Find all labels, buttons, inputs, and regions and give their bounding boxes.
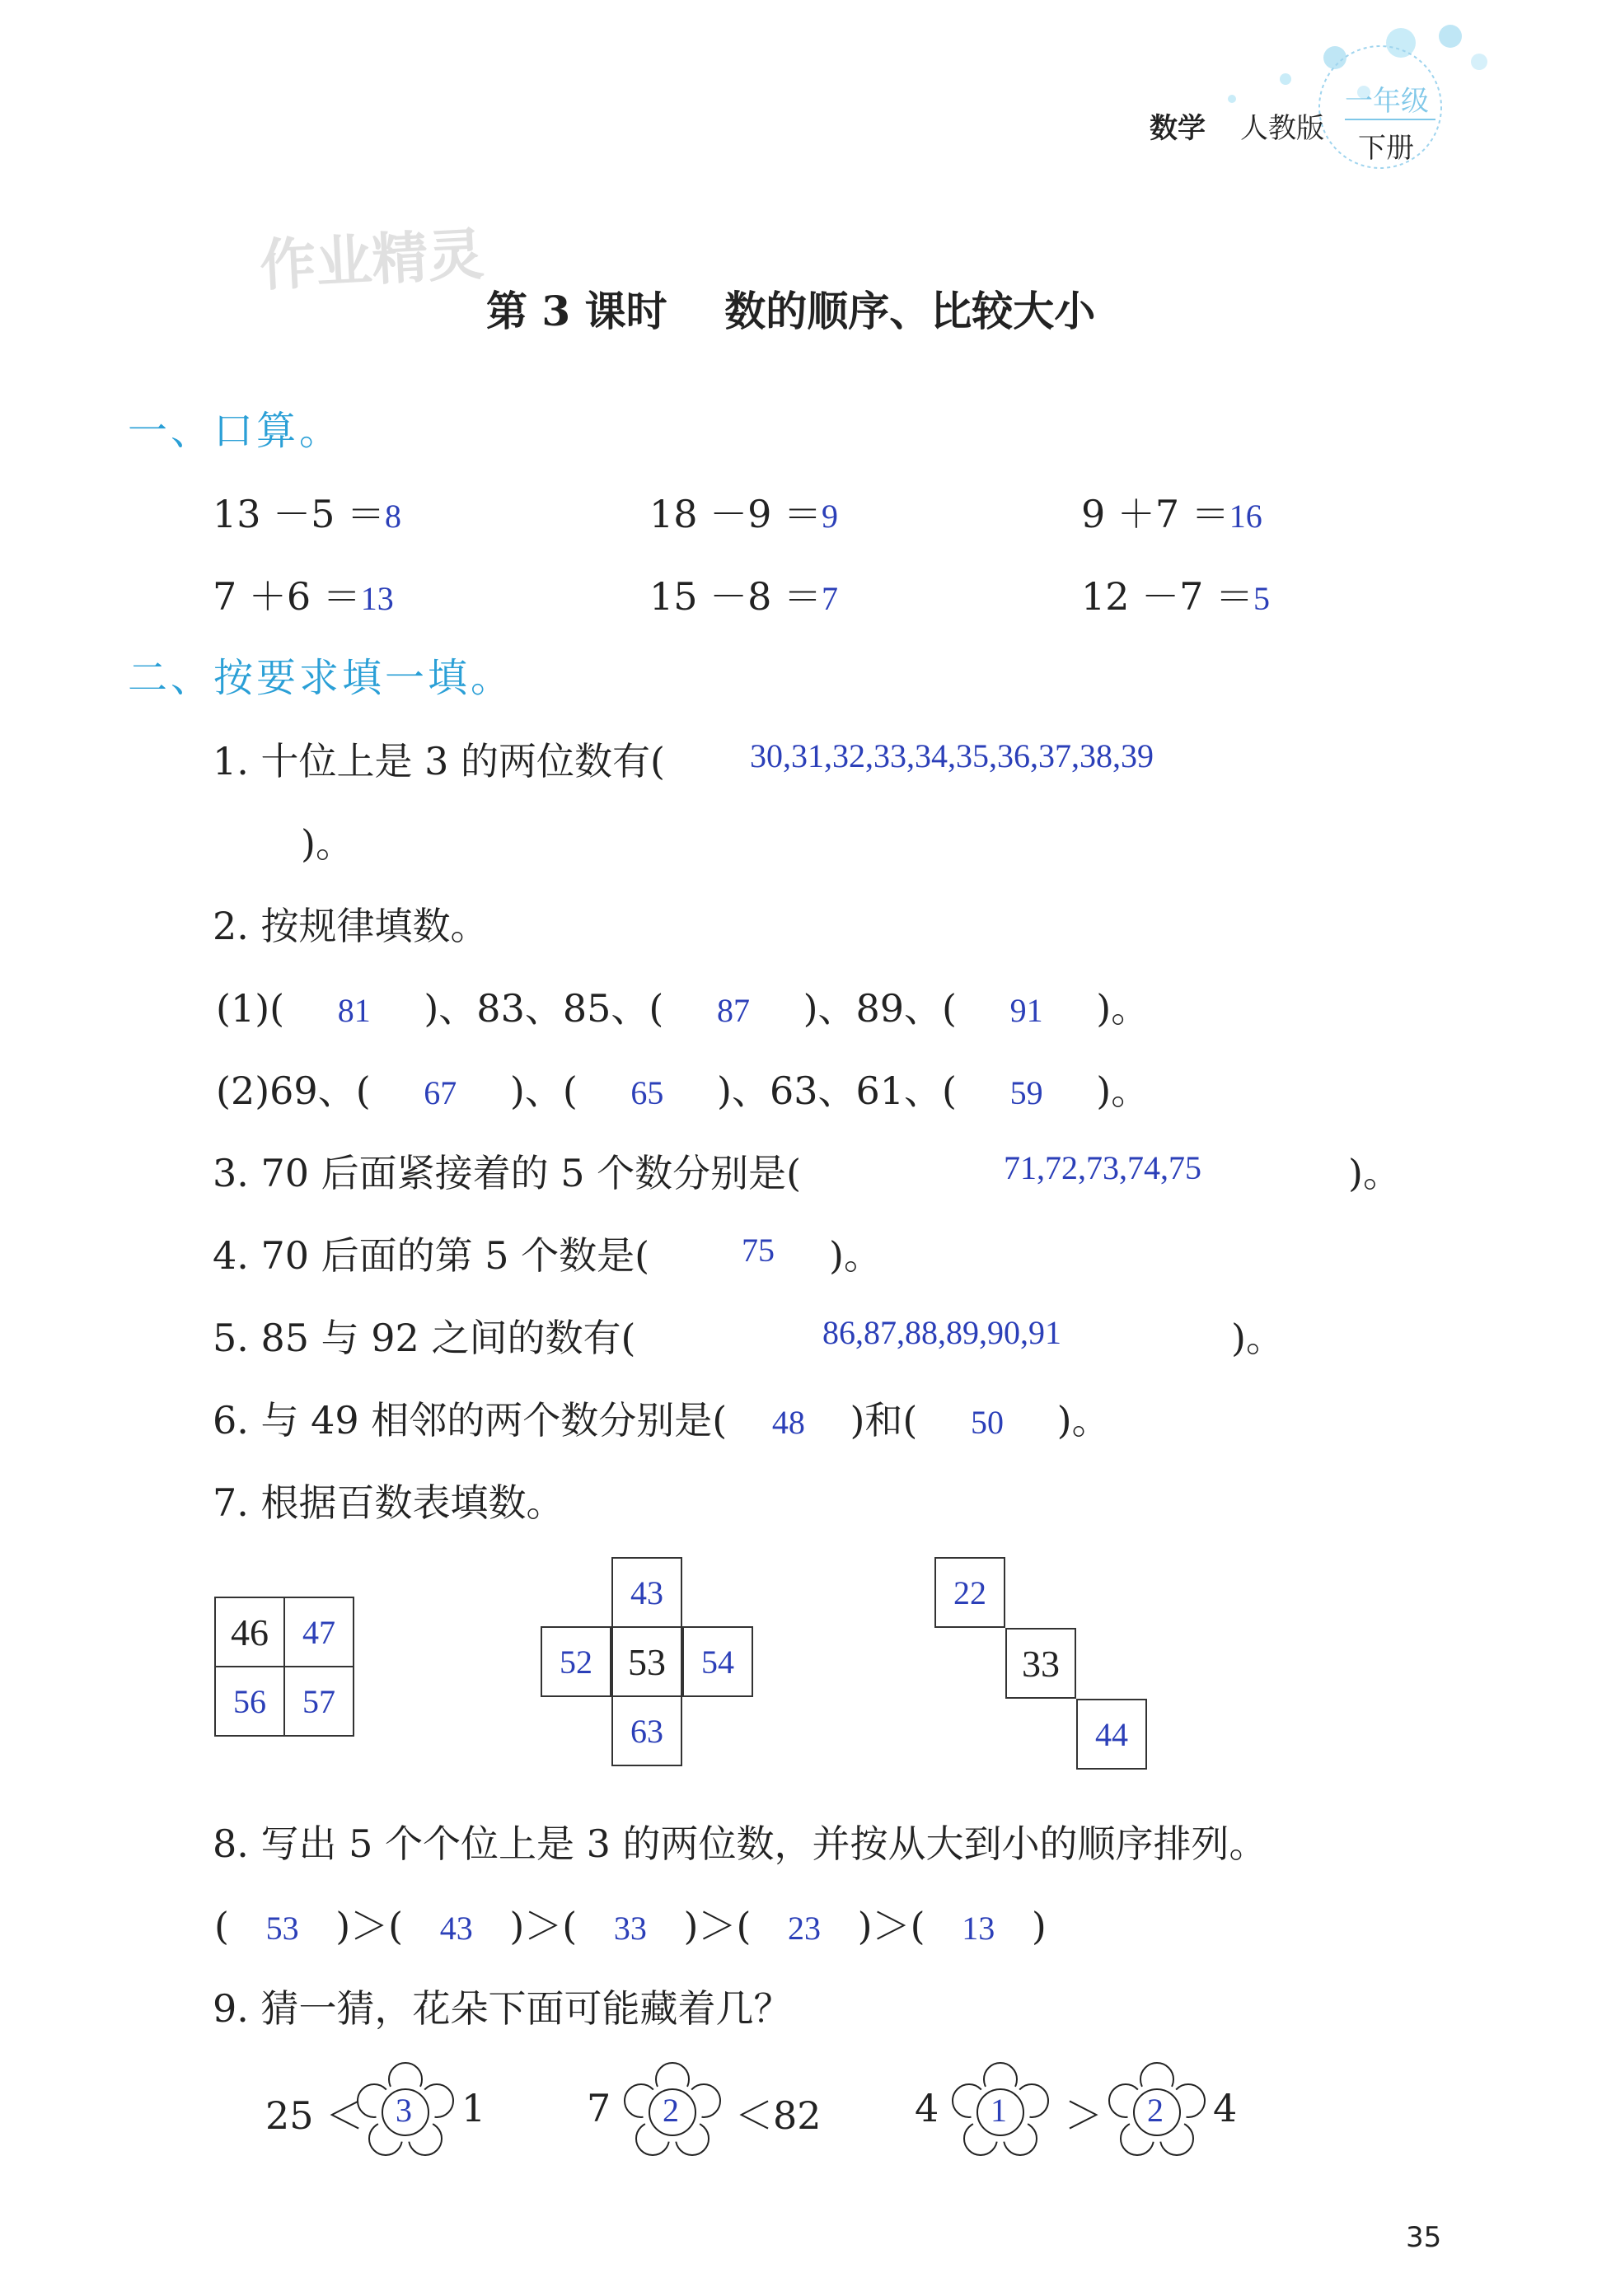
calc-item-1 [213,484,401,539]
calc-expr: 9 ＋7 ＝ [1081,492,1229,536]
q7-text: 7. 根据百数表填数。 [213,1480,564,1525]
section1-heading: 一、口算。 [128,408,343,454]
q8-sep: )＞( [335,1904,404,1948]
q4-text: 4. 70 后面的第 5 个数是( [213,1233,650,1278]
q2p2-d: )。 [1096,1069,1150,1113]
calc-item-2 [649,484,838,539]
q6-a: 6. 与 49 相邻的两个数分别是( [213,1398,728,1443]
q8-answer-4: 23 [788,1910,822,1947]
header-grade: 一年级 [1345,85,1429,118]
q6-c: )。 [1056,1398,1110,1443]
q8-answer-1: 53 [265,1910,299,1947]
q8-order-line [214,1896,1047,1951]
q2p1-a: (1)( [216,986,285,1031]
q3-answer: 71,72,73,74,75 [1004,1149,1201,1186]
calc-answer: 7 [822,580,839,617]
q2p2-answer-3: 59 [1009,1074,1043,1111]
grid3-cell-given: 33 [1005,1628,1076,1699]
q2-part2 [216,1061,1149,1115]
q9-expr3-answer-2: 2 [1147,2092,1164,2129]
q2p1-d: )。 [1096,986,1150,1031]
grid2-cell-right: 54 [682,1626,753,1697]
q6-answer-1: 48 [771,1404,805,1441]
page-number: 35 [1406,2221,1442,2254]
q2p2-answer-1: 67 [424,1074,457,1111]
grid2-cell-bottom: 63 [611,1695,682,1766]
q9-expr1-answer: 3 [396,2092,412,2129]
q5-close: )。 [1231,1316,1284,1360]
grid2-cell-top: 43 [611,1557,682,1628]
q8-answer-2: 43 [439,1910,473,1947]
q1-close: )。 [301,821,354,866]
q2p2-b: )、( [509,1069,578,1113]
q2p1-answer-1: 81 [337,992,371,1029]
q2p1-b: )、83、85、( [424,986,664,1031]
q8-open: ( [214,1904,229,1948]
header-volume: 下册 [1358,132,1414,165]
q8-answer-5: 13 [962,1910,995,1947]
section2-heading: 二、按要求填一填。 [128,655,514,701]
grid3-cell-answer: 44 [1076,1699,1147,1770]
q2p1-c: )、89、( [803,986,958,1031]
grid2-cell-left: 52 [541,1626,611,1697]
calc-expr: 15 －8 ＝ [649,574,822,619]
q9-expr3-answer-1: 1 [991,2092,1007,2129]
calc-answer: 9 [822,498,839,535]
q9-expr2-answer: 2 [663,2092,679,2129]
q2-text: 2. 按规律填数。 [213,904,489,948]
calc-answer: 8 [385,498,402,535]
q9-expr1-left: 25 ＜ [265,2093,364,2138]
q6-b: )和( [850,1398,918,1443]
q9-expr3-mid: ＞ [1065,2093,1103,2138]
q5-text: 5. 85 与 92 之间的数有( [213,1316,636,1360]
q3-text: 3. 70 后面紧接着的 5 个数分别是( [213,1151,802,1195]
watermark: 作业精灵 [258,222,486,300]
calc-answer: 5 [1253,580,1271,617]
q6-line [213,1391,1110,1445]
q5-answer: 86,87,88,89,90,91 [822,1314,1061,1351]
header-subject: 数学 [1150,112,1206,145]
q3-close: )。 [1348,1151,1401,1195]
calc-item-4 [213,567,394,621]
q8-sep: )＞( [857,1904,925,1948]
q9-expr1-right: 1 [461,2086,486,2130]
q2p1-answer-3: 91 [1009,992,1043,1029]
q1-answer: 30,31,32,33,34,35,36,37,38,39 [750,737,1154,774]
q4-close: )。 [829,1233,882,1278]
q1-text: 1. 十位上是 3 的两位数有( [213,739,665,783]
calc-item-5 [649,567,838,621]
calc-answer: 13 [360,580,394,617]
q9-expr3-right: 4 [1213,2086,1238,2130]
grid3-cell-answer: 22 [934,1557,1005,1628]
grid1-cell-answer: 57 [283,1666,354,1737]
header-divider [1345,119,1435,120]
calc-item-6 [1081,567,1270,621]
calc-expr: 18 －9 ＝ [649,492,822,536]
q9-expr2-right: ＜82 [735,2093,822,2138]
q8-sep: )＞( [509,1904,578,1948]
calc-expr: 13 －5 ＝ [213,492,386,536]
grid1-cell-answer: 47 [283,1597,354,1667]
grid1-cell-answer: 56 [214,1666,285,1737]
grid2-cell-given: 53 [611,1626,682,1697]
calc-expr: 7 ＋6 ＝ [213,574,361,619]
q6-answer-2: 50 [971,1404,1005,1441]
q2p2-answer-2: 65 [630,1074,664,1111]
q2-part1 [216,979,1149,1033]
q8-sep: )＞( [683,1904,752,1948]
q9-expr2-left: 7 [587,2086,611,2130]
calc-answer: 16 [1229,498,1262,535]
q2p1-answer-2: 87 [716,992,750,1029]
page-title: 第 3 课时 数的顺序、比较大小 [486,287,1096,335]
q8-close: ) [1031,1904,1047,1948]
q8-answer-3: 33 [613,1910,647,1947]
q4-answer: 75 [742,1232,775,1269]
q2p2-c: )、63、61、( [717,1069,958,1113]
calc-item-3 [1081,484,1262,539]
header-edition: 人教版 [1240,112,1324,145]
q2p2-a: (2)69、( [216,1069,371,1113]
q9-expr3-left: 4 [915,2086,939,2130]
grid1-cell-given: 46 [214,1597,285,1667]
q9-text: 9. 猜一猜，花朵下面可能藏着几？ [213,1986,792,2031]
calc-expr: 12 －7 ＝ [1081,574,1254,619]
q8-text: 8. 写出 5 个个位上是 3 的两位数，并按从大到小的顺序排列。 [213,1821,1267,1866]
